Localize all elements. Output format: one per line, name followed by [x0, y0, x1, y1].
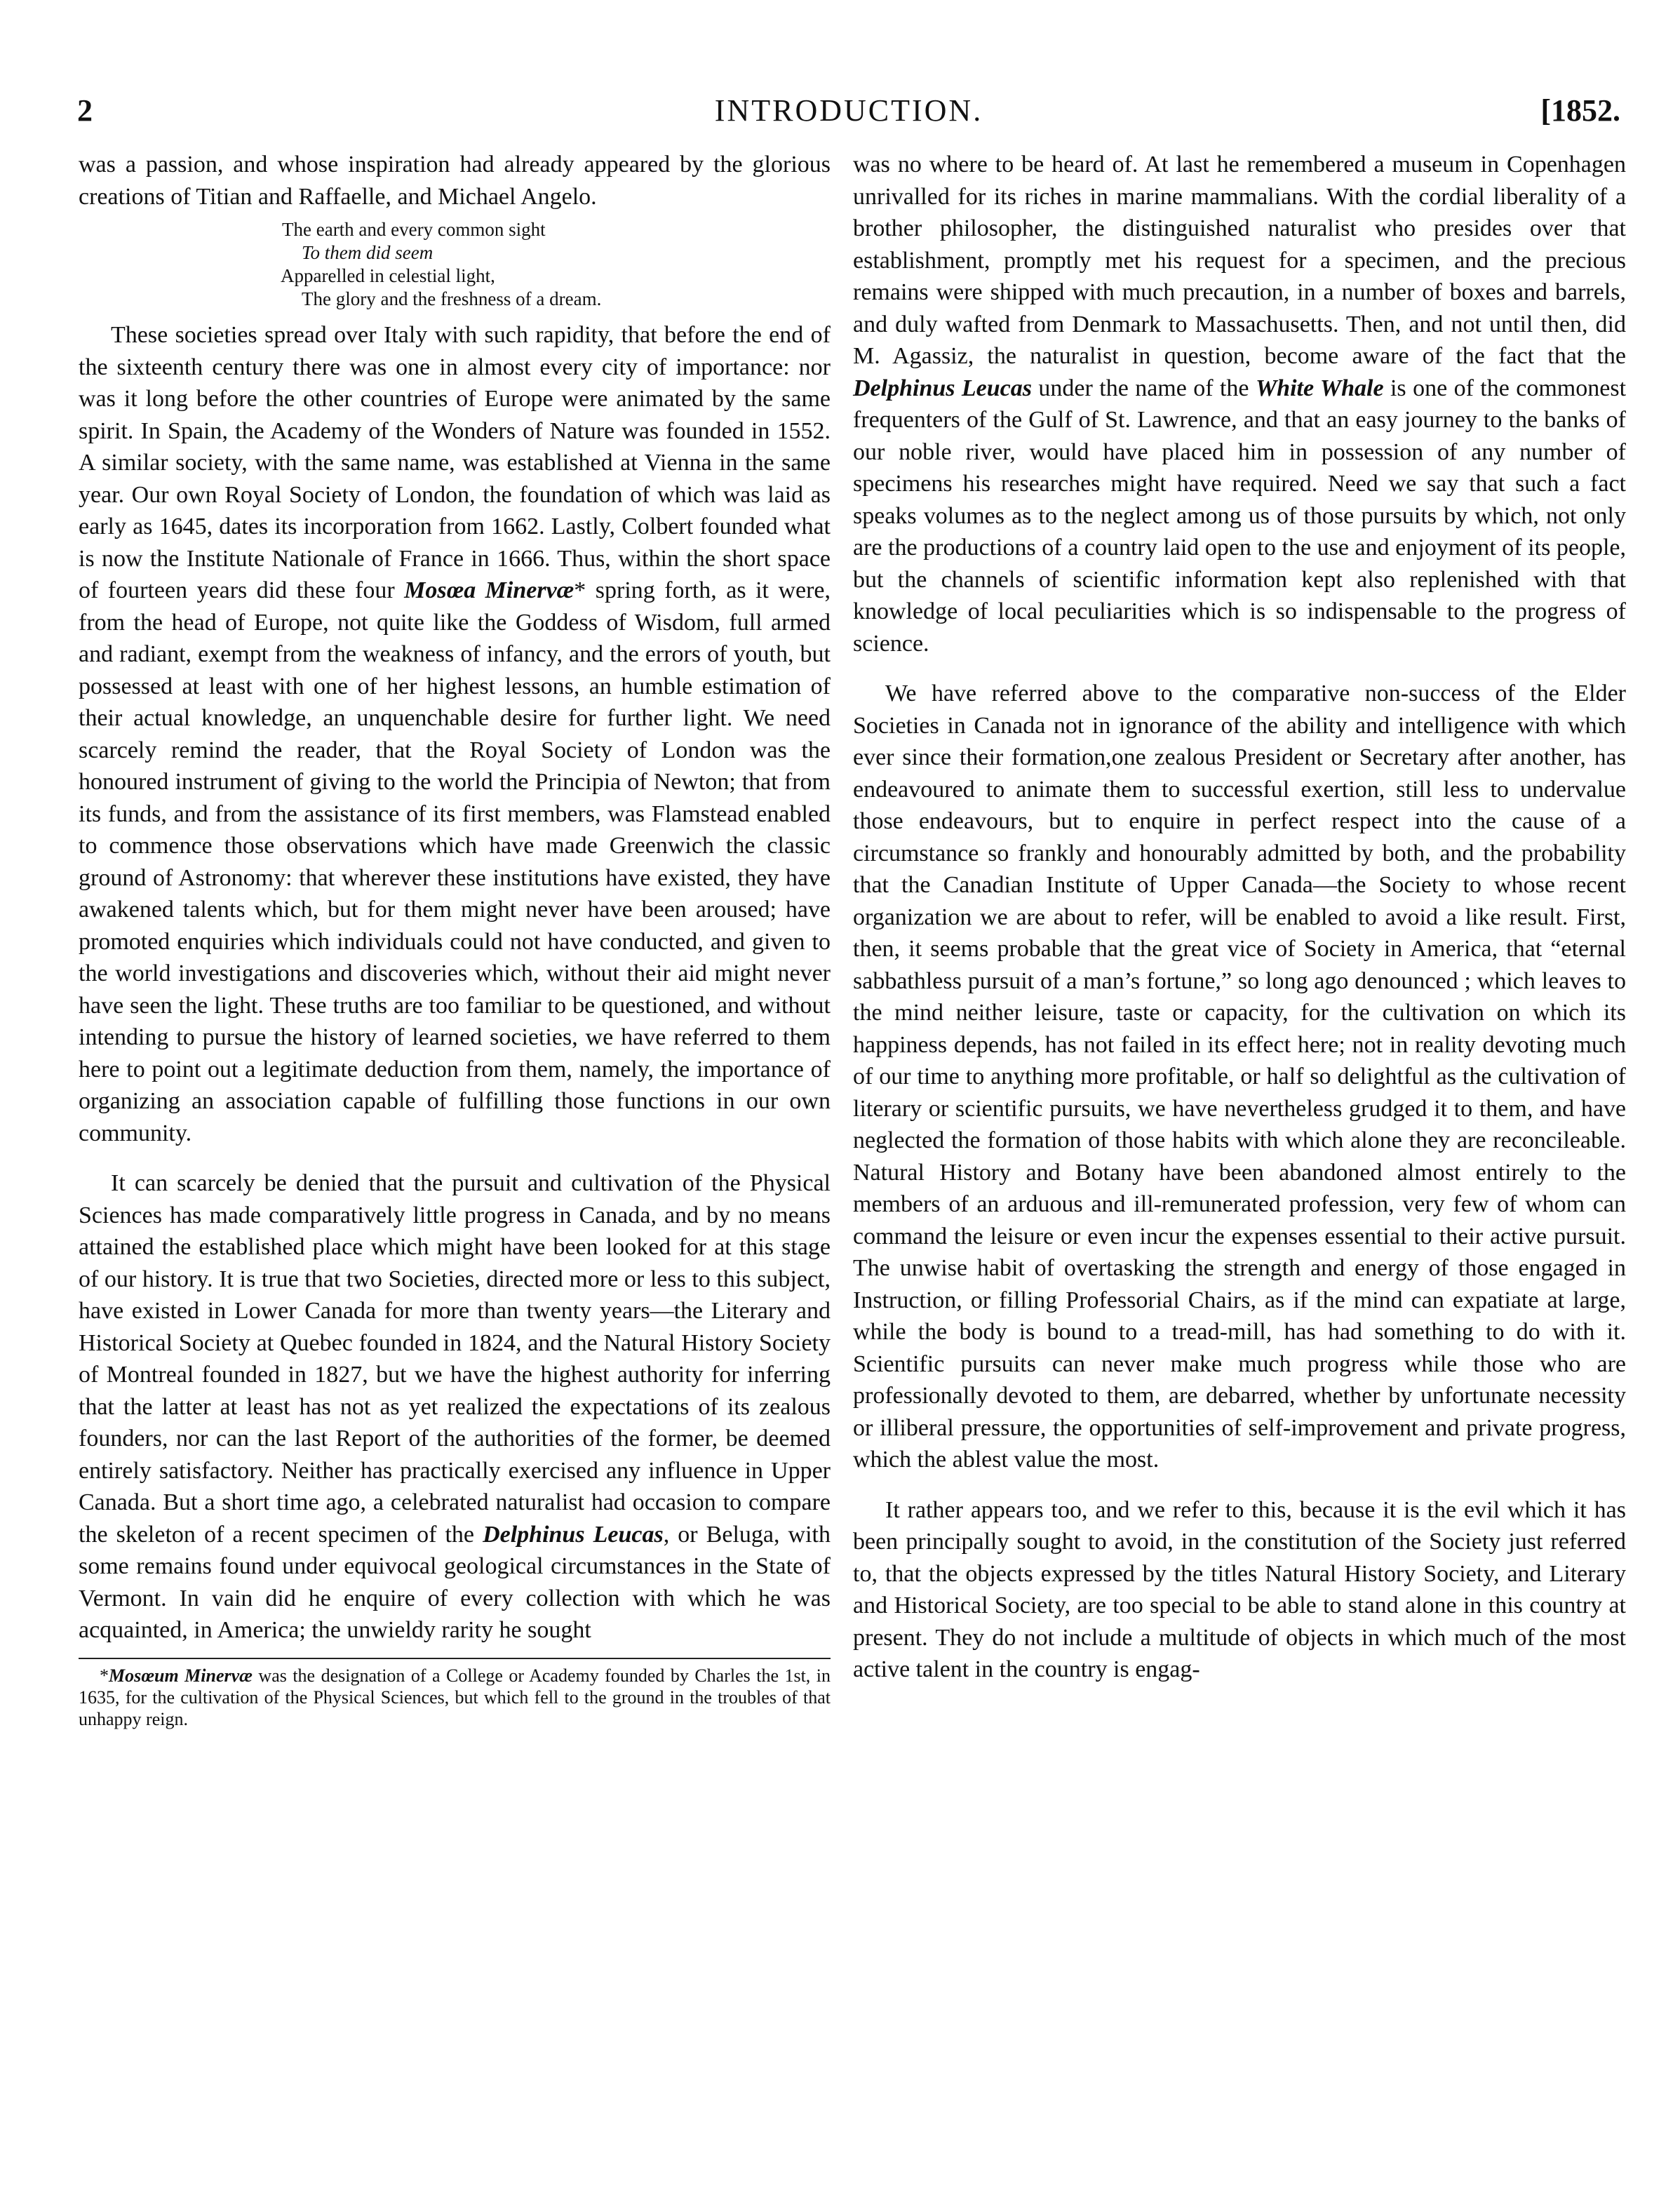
- poem-line: Apparelled in celestial light,: [281, 265, 495, 286]
- poem-line: The glory and the freshness of a dream.: [302, 288, 602, 309]
- page-number: 2: [77, 93, 93, 128]
- footnote: *Mosœum Minervæ was the designation of a College or Academy founded by Charles the 1st, in 1635, for the cultivation of the Physical Sciences, but which fell to the ground in the troubles of that unhappy reign.: [79, 1665, 831, 1729]
- paragraph: It can scarcely be denied that the pursuit and cultivation of the Physical Sciences has made comparatively little progress in Canada, and by no means attained the established place which might have been looked for at this stage of our history. It is true that two Societies, directed more or less to this subject, have existed in Lower Canada for more than twenty years—the Literary and Historical Society at Quebec founded in 1824, and the Natural History Society of Montreal founded in 1827, but we have the highest authority for inferring that the latter at least has not as yet realized the expectations of its zealous founders, nor can the last Report of the authorities of the former, be deemed entirely satisfactory. Neither has practically exercised any influence in Upper Canada. But a short time ago, a celebrated naturalist had occasion to compare the skeleton of a recent specimen of the Delphinus Leucas, or Beluga, with some remains found under equivocal geological circumstances in the State of Vermont. In vain did he enquire of every collection with which he was acquainted, in America; the unwieldy rarity he sought: [79, 1170, 831, 1643]
- left-column: [79, 149, 831, 2157]
- italic-term: Mosœa Minervæ: [404, 577, 574, 603]
- header-year: [1852.: [1540, 93, 1620, 128]
- right-column: [853, 149, 1626, 2157]
- italic-term: White Whale: [1255, 375, 1384, 401]
- paragraph: These societies spread over Italy with such rapidity, that before the end of the sixteenth century there was one in almost every city of importance: nor was it long before the other countries of Europe were animated by the same spirit. In Spain, the Academy of the Wonders of Nature was founded in 1552. A similar society, with the same name, was established at Vienna in the same year. Our own Royal Society of London, the foundation of which was laid as early as 1645, dates its incorporation from 1662. Lastly, Colbert founded what is now the Institute Nationale of France in 1666. Thus, within the short space of fourteen years did these four Mosœa Minervæ* spring forth, as it were, from the head of Europe, not quite like the Goddess of Wisdom, full armed and radiant, exempt from the weakness of infancy, and the errors of youth, but possessed at least with one of her highest lessons, an humble estimation of their actual knowledge, an unquenchable desire for further light. We need scarcely remind the reader, that the Royal Society of London was the honoured instrument of giving to the world the Principia of Newton; that from its funds, and from the assistance of its first members, was Flamstead enabled to commence those observations which have made Greenwich the classic ground of Astronomy: that wherever these institutions have existed, they have awakened talents which, but for them might never have been aroused; have promoted enquiries which individuals could not have conducted, and given to the world investigations and discoveries which, without their aid might never have seen the light. These truths are too familiar to be questioned, and without intending to pursue the history of learned societies, we have referred to them here to point out a legitimate deduction from them, namely, the importance of organizing an association capable of fulfilling those functions in our own community.: [79, 322, 831, 1146]
- footnote-divider: [79, 1658, 831, 1659]
- poem-quote: [79, 218, 831, 311]
- paragraph: It rather appears too, and we refer to this, because it is the evil which it has been principally sought to avoid, in the constitution of the Society just referred to, that the objects expressed by the titles Natural History Society, and Literary and Historical Society, are too special to be able to stand alone in this country at present. They do not include a multitude of objects in which much of the most active talent in the country is engag-: [853, 1496, 1626, 1682]
- italic-term: Delphinus Leucas: [853, 375, 1033, 401]
- running-title: INTRODUCTION.: [714, 93, 983, 128]
- poem-line: The earth and every common sight: [282, 219, 546, 240]
- paragraph: We have referred above to the comparative non-success of the Elder Societies in Canada not in ignorance of the ability and intelligence with which ever since their formation,one zealous President or Secretary after another, has endeavoured to animate them to successful exertion, still less to undervalue those endeavours, but to enquire in perfect respect into the cause of a circumstance so frankly and honourably admitted by both, and the probability that the Canadian Institute of Upper Canada—the Society to whose recent organization we are about to refer, will be enabled to avoid a like result. First, then, it seems probable that the great vice of Society in America, that “eternal sabbathless pursuit of a man’s fortune,” so long ago denounced ; which leaves to the mind neither leisure, taste or capacity, for the cultivation on which its happiness depends, has not failed in its effect here; not in reality devoting much of our time to anything more profitable, or half so delightful as the cultivation of literary or scientific pursuits, we have nevertheless grudged it to them, and have neglected the formation of those habits with which alone they are reconcileable. Natural History and Botany have been abandoned almost entirely to the members of an arduous and ill-remunerated profession, very few of whom can command the leisure or even incur the expenses essential to their active pursuit. The unwise habit of overtasking the strength and energy of those engaged in Instruction, or filling Professorial Chairs, as if the mind can expatiate at large, while the body is bound to a tread-mill, has had something to do with it. Scientific pursuits can never make much progress while those who are professionally devoted to them, are debarred, whether by unfortunate necessity or illiberal pressure, the opportunities of self-improvement and private progress, which the ablest value the most.: [853, 680, 1626, 1473]
- poem-line: To them did seem: [302, 242, 434, 263]
- paragraph: was no where to be heard of. At last he remembered a museum in Copenhagen unrivalled for its riches in marine mammalians. With the cordial liberality of a brother philosopher, the distinguished naturalist who presides over that establishment, promptly met his request for a specimen, and the precious remains were shipped with much precaution, in a number of boxes and barrels, and duly wafted from Denmark to Massachusetts. Then, and not until then, did M. Agassiz, the naturalist in question, become aware of the fact that the Delphinus Leucas under the name of the White Whale is one of the commonest frequenters of the Gulf of St. Lawrence, and that an easy journey to the banks of our noble river, would have placed him in possession of any number of specimens his researches might have required. Need we say that such a fact speaks volumes as to the neglect among us of those pursuits by which, not only are the productions of a country laid open to the use and enjoyment of its people, but the channels of scientific information kept also replenished with that knowledge of local peculiarities which is so indispensable to the progress of science.: [853, 152, 1627, 657]
- page-header: [77, 90, 1620, 132]
- paragraph-continued: was a passion, and whose inspiration had already appeared by the glorious creations of Titian and Raffaelle, and Michael Angelo.: [79, 152, 831, 210]
- italic-term: Delphinus Leucas: [483, 1521, 664, 1548]
